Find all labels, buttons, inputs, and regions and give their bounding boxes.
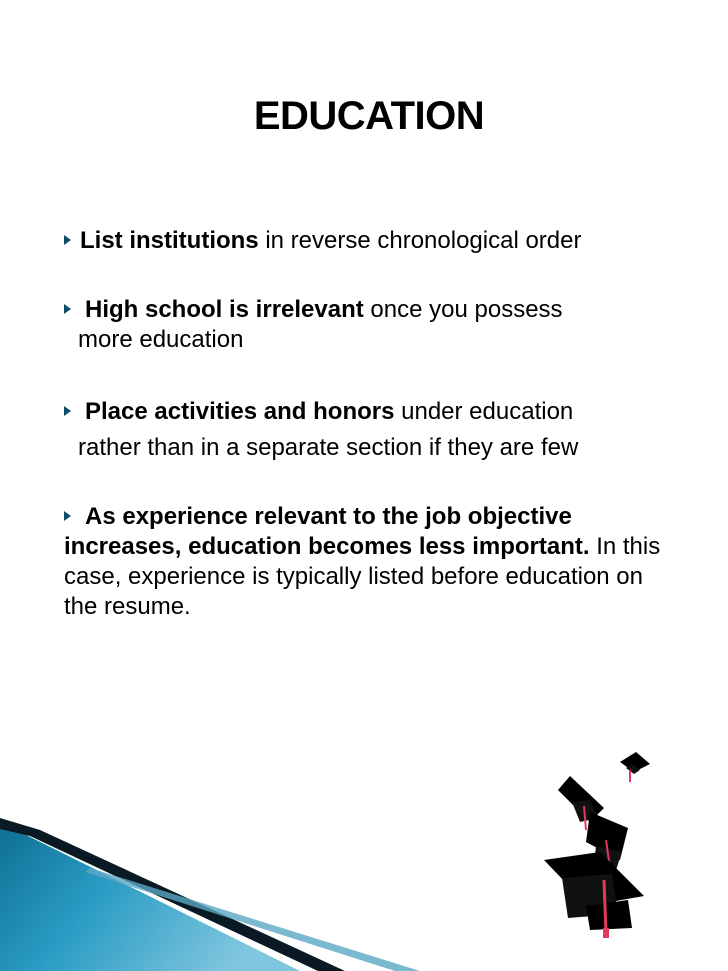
bullet-text: In this case, experience is typically listed before education on the resume. (64, 533, 661, 620)
graduation-cap-icon (544, 852, 644, 938)
bullet-text: in reverse chronological order (258, 227, 582, 254)
bullet-text: under education (394, 398, 574, 425)
bullet-text-continued: rather than in a separate section if they are few (78, 434, 579, 461)
slide-title: EDUCATION (253, 94, 485, 138)
graduation-cap-icon (620, 752, 650, 782)
bullet-bold-text: List institutions (80, 227, 259, 254)
bullet-bold-text: As experience relevant to the job objective increases, education becomes less important. (64, 503, 590, 560)
bullet-text-continued: more education (78, 326, 244, 353)
bullet-bold-text: Place activities and honors (85, 398, 395, 425)
bullet-text: once you possess (363, 296, 563, 323)
bullet-bold-text: High school is irrelevant (85, 296, 364, 323)
